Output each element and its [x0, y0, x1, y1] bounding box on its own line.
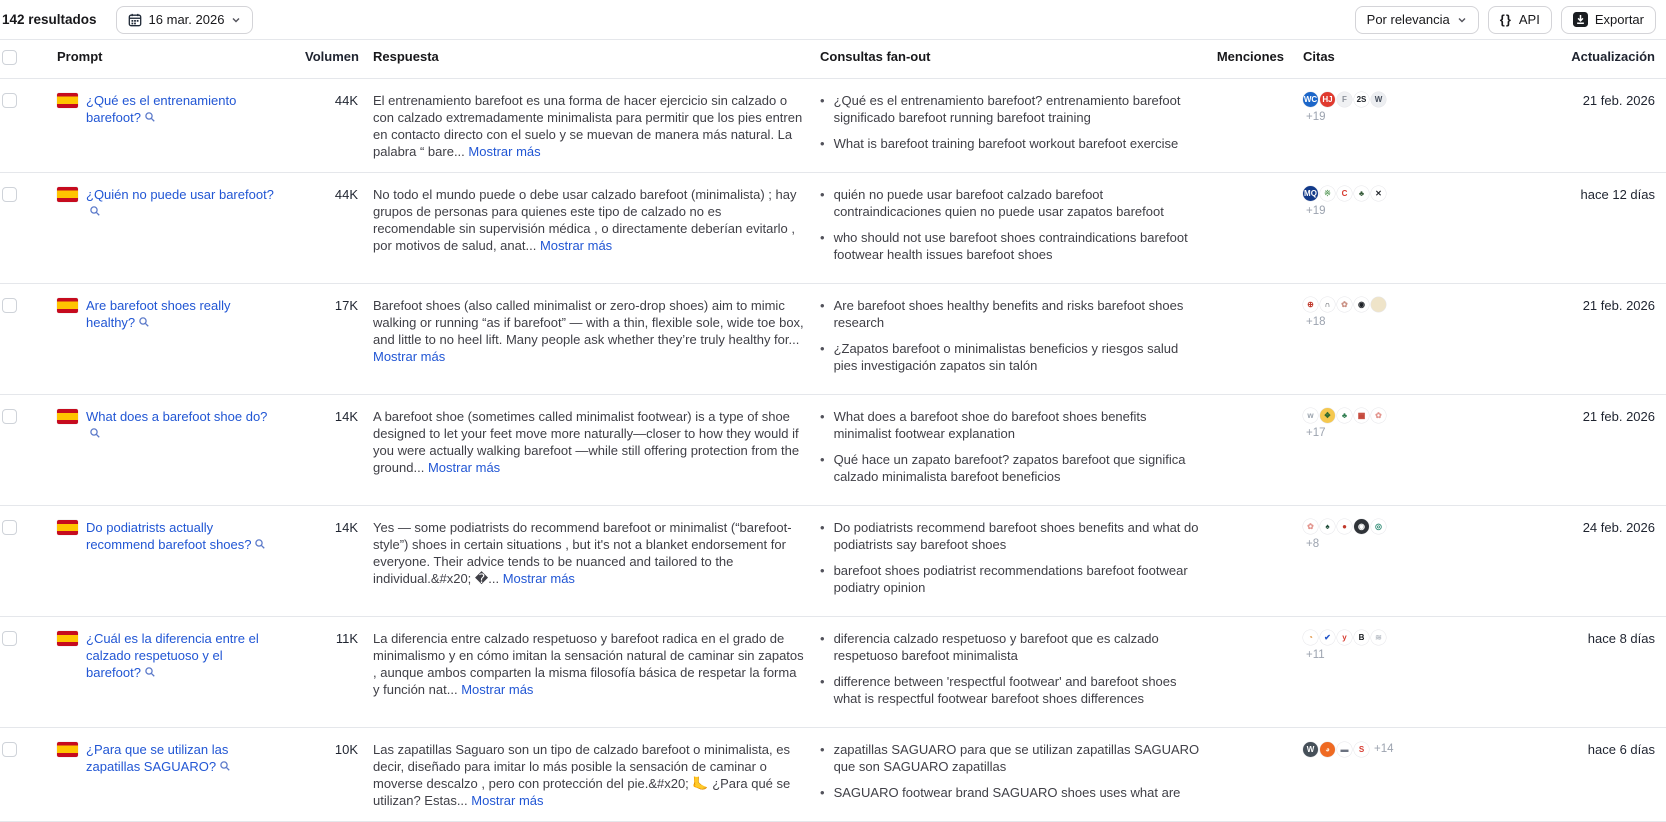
- table-row: [0, 506, 1666, 617]
- fanout-item: • barefoot shoes podiatrist recommendations barefoot footwear podiatry opinion: [820, 563, 1188, 595]
- sort-select[interactable]: [1355, 6, 1479, 34]
- toolbar: [0, 0, 1666, 40]
- citations-more-count: +19: [1306, 111, 1326, 123]
- prompt-link[interactable]: Do podiatrists actually recommend barefoot shoes?: [86, 519, 279, 553]
- citation-favicon-icon: W: [1371, 92, 1386, 107]
- citations-cell[interactable]: [1290, 741, 1402, 759]
- fanout-cell: [805, 92, 1205, 161]
- citation-favicon-icon: C: [1337, 186, 1352, 201]
- citation-favicon-icon: ◔: [1303, 630, 1318, 645]
- updated-value: 21 feb. 2026: [1582, 93, 1655, 108]
- citation-favicon-icon: ✿: [1337, 297, 1352, 312]
- citation-favicon-icon: ♣: [1337, 408, 1352, 423]
- table-body: [0, 79, 1666, 822]
- table-row: [0, 395, 1666, 506]
- volume-value: 14K: [334, 520, 358, 535]
- mentions-cell: [1205, 92, 1290, 161]
- table-row: [0, 617, 1666, 728]
- header-updated: Actualización: [1571, 49, 1655, 64]
- citation-favicon-icon: ❖: [1320, 408, 1335, 423]
- citation-favicon-icon: B: [1354, 630, 1369, 645]
- search-icon: [138, 316, 150, 328]
- fanout-item: • difference between 'respectful footwear' and barefoot shoes what is respectful footwear barefoot shoes differences: [820, 674, 1177, 706]
- fanout-cell: [805, 408, 1205, 494]
- mentions-cell: [1205, 297, 1290, 383]
- show-more-link[interactable]: Mostrar más: [468, 144, 541, 159]
- fanout-item: • Qué hace un zapato barefoot? zapatos barefoot que significa calzado minimalista barefoot beneficios: [820, 452, 1186, 484]
- updated-value: 21 feb. 2026: [1582, 409, 1655, 424]
- prompt-link[interactable]: Are barefoot shoes really healthy?: [86, 298, 231, 330]
- citation-favicon-icon: ◎: [1371, 519, 1386, 534]
- bullet-icon: •: [820, 785, 825, 800]
- table-row: [0, 79, 1666, 173]
- spain-flag-icon: [57, 93, 78, 108]
- bullet-icon: •: [820, 452, 825, 467]
- citation-favicon-icon: ※: [1320, 186, 1335, 201]
- header-prompt: Prompt: [57, 49, 103, 64]
- citation-favicon-icon: y: [1337, 630, 1352, 645]
- chevron-down-icon: [231, 15, 241, 25]
- row-checkbox[interactable]: [2, 520, 17, 535]
- citation-favicon-icon: [1371, 297, 1386, 312]
- header-mentions: Menciones: [1216, 49, 1284, 64]
- mentions-cell: [1205, 186, 1290, 272]
- spain-flag-icon: [57, 187, 78, 202]
- bullet-icon: •: [820, 520, 825, 535]
- fanout-cell: [805, 519, 1205, 605]
- fanout-item: • who should not use barefoot shoes contraindications barefoot footwear health issues barefoot shoes: [820, 230, 1188, 262]
- response-text: Barefoot shoes (also called minimalist or zero-drop shoes) aim to mimic walking or running “as if barefoot” — with a thin, flexible sole, wide toe box, and little to no heel lift. Many people ask whether they’re truly healthy for... Mostrar más: [373, 298, 804, 364]
- volume-value: 44K: [334, 187, 358, 202]
- volume-value: 14K: [334, 409, 358, 424]
- prompt-link[interactable]: ¿Para que se utilizan las zapatillas SAGUARO?: [86, 741, 279, 775]
- show-more-link[interactable]: Mostrar más: [539, 238, 613, 253]
- search-icon: [144, 666, 156, 678]
- updated-value: 21 feb. 2026: [1582, 298, 1655, 313]
- citations-more-count: +14: [1374, 743, 1394, 755]
- prompt-link[interactable]: ¿Qué es el entrenamiento barefoot?: [86, 93, 237, 125]
- response-text: La diferencia entre calzado respetuoso y barefoot radica en el grado de minimalismo y en cómo imitan la sensación natural de caminar sin zapatos , aunque ambos comparten la misma filosofía básica de respetar la forma y función nat... Mostrar más: [373, 631, 804, 697]
- updated-value: hace 8 días: [1587, 631, 1655, 646]
- show-more-link[interactable]: Mostrar más: [461, 682, 534, 697]
- date-picker-button[interactable]: [116, 6, 254, 34]
- citations-cell[interactable]: [1290, 92, 1402, 123]
- fanout-cell: [805, 741, 1205, 810]
- row-checkbox[interactable]: [2, 409, 17, 424]
- download-icon: [1573, 12, 1588, 27]
- table-row: [0, 173, 1666, 284]
- citations-cell[interactable]: [1290, 630, 1402, 661]
- bullet-icon: •: [820, 563, 825, 578]
- citation-favicon-icon: w: [1303, 408, 1318, 423]
- response-text: No todo el mundo puede o debe usar calzado barefoot (minimalista) ; hay grupos de personas para quienes este tipo de calzado no es recomendable sin supervisión médica , o directamente deberían evitarlo , por motivos de salud, anat... Mostrar más: [373, 187, 797, 253]
- row-checkbox[interactable]: [2, 187, 17, 202]
- citation-favicon-icon: ✕: [1371, 186, 1386, 201]
- braces-icon: {}: [1499, 12, 1512, 27]
- citation-favicon-icon: ✿: [1303, 519, 1318, 534]
- updated-value: hace 12 días: [1580, 187, 1655, 202]
- spain-flag-icon: [57, 631, 78, 646]
- fanout-item: • diferencia calzado respetuoso y barefoot que es calzado respetuoso barefoot minimalista: [820, 631, 1159, 663]
- show-more-link[interactable]: Mostrar más: [502, 571, 575, 586]
- sort-label: Por relevancia: [1366, 12, 1450, 27]
- volume-value: 11K: [335, 631, 358, 646]
- search-icon: [219, 760, 231, 772]
- citation-favicon-icon: ✿: [1371, 408, 1386, 423]
- mentions-cell: [1205, 408, 1290, 494]
- header-citations: Citas: [1303, 49, 1335, 64]
- bullet-icon: •: [820, 631, 825, 646]
- citation-favicon-icon: S: [1354, 742, 1369, 757]
- citation-favicon-icon: W: [1303, 742, 1318, 757]
- citation-favicon-icon: ✔: [1320, 630, 1335, 645]
- header-volume: Volumen: [305, 49, 359, 64]
- row-checkbox[interactable]: [2, 631, 17, 646]
- bullet-icon: •: [820, 136, 825, 151]
- citation-favicon-icon: MQ: [1303, 186, 1318, 201]
- row-checkbox[interactable]: [2, 298, 17, 313]
- citation-favicon-icon: ∩: [1320, 297, 1335, 312]
- mentions-cell: [1205, 741, 1290, 810]
- bullet-icon: •: [820, 93, 825, 108]
- spain-flag-icon: [57, 742, 78, 757]
- citation-favicon-icon: ▦: [1354, 408, 1369, 423]
- citation-favicon-icon: ♣: [1354, 186, 1369, 201]
- volume-value: 10K: [334, 742, 358, 757]
- prompt-link[interactable]: What does a barefoot shoe do?: [86, 408, 279, 442]
- bullet-icon: •: [820, 230, 825, 245]
- bullet-icon: •: [820, 742, 825, 757]
- calendar-icon: [128, 13, 142, 27]
- fanout-item: • SAGUARO footwear brand SAGUARO shoes uses what are: [820, 785, 1181, 800]
- toolbar-right-group: [1355, 6, 1656, 34]
- bullet-icon: •: [820, 187, 825, 202]
- table-row: [0, 728, 1666, 822]
- show-more-link[interactable]: Mostrar más: [373, 349, 446, 364]
- results-count: 142 resultados: [2, 12, 97, 27]
- search-icon: [89, 205, 101, 217]
- citation-favicon-icon: 2S: [1354, 92, 1369, 107]
- search-icon: [89, 427, 101, 439]
- updated-value: 24 feb. 2026: [1582, 520, 1655, 535]
- bullet-icon: •: [820, 674, 825, 689]
- citations-more-count: +18: [1306, 316, 1326, 328]
- volume-value: 44K: [334, 93, 358, 108]
- api-button[interactable]: [1488, 6, 1552, 34]
- citation-favicon-icon: ◕: [1320, 742, 1335, 757]
- table-row: [0, 284, 1666, 395]
- row-checkbox[interactable]: [2, 93, 17, 108]
- prompt-link[interactable]: ¿Quién no puede usar barefoot?: [86, 186, 279, 220]
- fanout-item: • zapatillas SAGUARO para que se utilizan zapatillas SAGUARO que son SAGUARO zapatillas: [820, 742, 1200, 774]
- citations-more-count: +19: [1306, 205, 1326, 217]
- response-text: Las zapatillas Saguaro son un tipo de calzado barefoot o minimalista, es decir, diseñado para imitar lo más posible la sensación de caminar o moverse descalzo , pero con protección del pie.&#x20; 🦶 ¿Para qué se utilizan? Estas... Mostrar más: [373, 742, 791, 808]
- date-label: 16 mar. 2026: [148, 12, 225, 27]
- fanout-item: • ¿Qué es el entrenamiento barefoot? entrenamiento barefoot significado barefoot running barefoot training: [820, 93, 1181, 125]
- fanout-item: • Do podiatrists recommend barefoot shoes benefits and what do podiatrists say barefoot shoes: [820, 520, 1199, 552]
- citations-cell[interactable]: [1290, 297, 1402, 328]
- chevron-down-icon: [1457, 15, 1467, 25]
- volume-value: 17K: [334, 298, 358, 313]
- bullet-icon: •: [820, 409, 825, 424]
- mentions-cell: [1205, 630, 1290, 716]
- citations-cell[interactable]: [1290, 519, 1402, 550]
- citation-favicon-icon: ▬: [1337, 742, 1352, 757]
- show-more-link[interactable]: Mostrar más: [427, 460, 501, 475]
- select-all-checkbox[interactable]: [2, 50, 17, 65]
- citation-favicon-icon: ≋: [1371, 630, 1386, 645]
- citation-favicon-icon: HJ: [1320, 92, 1335, 107]
- spain-flag-icon: [57, 298, 78, 313]
- fanout-item: • ¿Zapatos barefoot o minimalistas beneficios y riesgos salud pies investigación zapatos sin talón: [820, 341, 1179, 373]
- citation-favicon-icon: ◉: [1354, 297, 1369, 312]
- header-fanout: Consultas fan-out: [820, 49, 931, 64]
- fanout-cell: [805, 630, 1205, 716]
- citation-favicon-icon: ♠: [1320, 519, 1335, 534]
- search-icon: [144, 111, 156, 123]
- citations-more-count: +8: [1306, 538, 1320, 550]
- mentions-cell: [1205, 519, 1290, 605]
- row-checkbox[interactable]: [2, 742, 17, 757]
- response-text: Yes — some podiatrists do recommend barefoot or minimalist (“barefoot-style”) shoes in certain situations , but it's not a blanket endorsement for everyone. Their advice tends to be nuanced and tailored to the individual.&#x20; �... Mostrar más: [373, 520, 792, 586]
- citation-favicon-icon: F: [1337, 92, 1352, 107]
- spain-flag-icon: [57, 520, 78, 535]
- fanout-cell: [805, 297, 1205, 383]
- citation-favicon-icon: ⊕: [1303, 297, 1318, 312]
- header-response: Respuesta: [373, 49, 439, 64]
- fanout-item: • What does a barefoot shoe do barefoot shoes benefits minimalist footwear explanation: [820, 409, 1147, 441]
- fanout-item: • What is barefoot training barefoot workout barefoot exercise: [820, 136, 1179, 151]
- fanout-item: • quién no puede usar barefoot calzado barefoot contraindicaciones quien no puede usar zapatos barefoot: [820, 187, 1164, 219]
- citation-favicon-icon: WC: [1303, 92, 1318, 107]
- response-text: A barefoot shoe (sometimes called minimalist footwear) is a type of shoe designed to let your feet move more naturally—closer to how they would if you were actually walking barefoot —while still offering protection from the ground... Mostrar más: [373, 409, 800, 475]
- citations-more-count: +11: [1306, 649, 1325, 661]
- citations-cell[interactable]: [1290, 408, 1402, 439]
- fanout-item: • Are barefoot shoes healthy benefits and risks barefoot shoes research: [820, 298, 1184, 330]
- bullet-icon: •: [820, 341, 825, 356]
- citations-more-count: +17: [1306, 427, 1326, 439]
- table-header: [0, 40, 1666, 79]
- search-icon: [254, 538, 266, 550]
- show-more-link[interactable]: Mostrar más: [471, 793, 544, 808]
- export-button[interactable]: [1561, 6, 1656, 34]
- api-label: API: [1518, 12, 1540, 27]
- export-label: Exportar: [1594, 12, 1644, 27]
- spain-flag-icon: [57, 409, 78, 424]
- citation-favicon-icon: ●: [1337, 519, 1352, 534]
- fanout-cell: [805, 186, 1205, 272]
- bullet-icon: •: [820, 298, 825, 313]
- updated-value: hace 6 días: [1587, 742, 1655, 757]
- citations-cell[interactable]: [1290, 186, 1402, 217]
- prompt-link[interactable]: ¿Cuál es la diferencia entre el calzado respetuoso y el barefoot?: [86, 631, 259, 680]
- citation-favicon-icon: ◉: [1354, 519, 1369, 534]
- response-text: El entrenamiento barefoot es una forma de hacer ejercicio sin calzado o con calzado extremadamente minimalista para permitir que los pies entren en contacto directo con el suelo y se muevan de manera más natural. La palabra “ bare... Mostrar más: [373, 93, 803, 159]
